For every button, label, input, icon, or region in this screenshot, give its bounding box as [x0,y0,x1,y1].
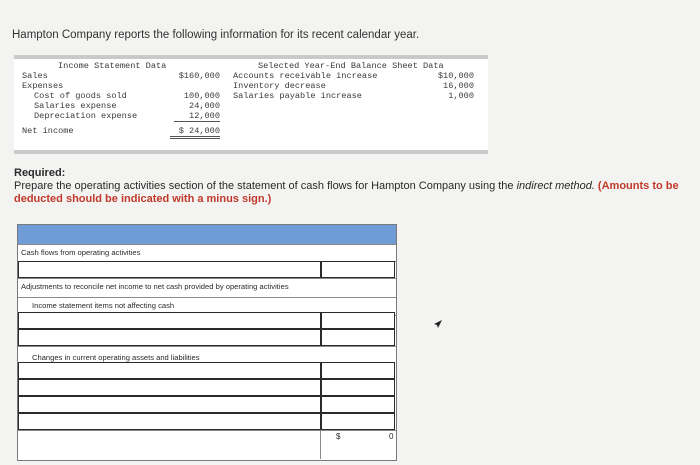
section-row [18,244,396,262]
prompt-bold: (Amounts to be deducted should be indicated with a minus sign.) [14,180,679,205]
adjustments-row [18,278,396,298]
ar-label: Accounts receivable increase [233,71,378,81]
salaries-payable-label: Salaries payable increase [233,91,362,101]
total-value: 0 [389,432,394,441]
cogs-value: 100,000 [183,91,220,101]
adjustment-2-amount-input[interactable] [321,329,395,346]
salaries-expense-value: 24,000 [189,101,220,111]
net-income-label: Net income [22,126,74,136]
total-currency-symbol: $ [336,432,341,441]
change-3-description-input[interactable] [18,396,321,413]
change-4-description-input[interactable] [18,413,321,430]
net-income-value: $ 24,000 [170,126,220,139]
adjustment-1-amount-input[interactable] [321,312,395,329]
change-1-description-input[interactable] [18,362,321,379]
table-header [18,225,396,244]
change-4-amount-input[interactable] [321,413,395,430]
depreciation-value: 12,000 [174,111,220,122]
salaries-expense-label: Salaries expense [34,101,117,111]
sales-label: Sales [22,71,48,81]
working-capital-label: Changes in current operating assets and liabilities [32,353,200,362]
net-income-amount-input[interactable] [321,261,395,278]
adjustment-1-description-input[interactable] [18,312,321,329]
balance-sheet-heading: Selected Year-End Balance Sheet Data [258,61,444,71]
inventory-label: Inventory decrease [233,81,326,91]
required-section [14,167,698,206]
expenses-label: Expenses [22,81,64,91]
net-income-label-field [18,261,321,278]
prompt-italic: indirect method. [516,180,595,192]
adjustments-label: Adjustments to reconcile net income to net cash provided by operating activities [21,282,289,291]
inventory-value: 16,000 [443,81,474,91]
operating-activities-table [17,224,397,461]
income-statement-heading: Income Statement Data [58,61,167,71]
salaries-payable-value: 1,000 [448,91,474,101]
prompt-text: Prepare the operating activities section of the statement of cash flows for Hampton Company using the [14,180,517,192]
change-2-description-input[interactable] [18,379,321,396]
ar-value: $10,000 [437,71,474,81]
required-prompt [14,180,698,206]
sales-value: $160,000 [178,71,220,81]
column-divider [320,430,321,459]
change-3-amount-input[interactable] [321,396,395,413]
required-title: Required: [14,167,66,179]
non-cash-label: Income statement items not affecting cash [32,301,175,310]
depreciation-label: Depreciation expense [34,111,138,121]
change-2-amount-input[interactable] [321,379,395,396]
cogs-label: Cost of goods sold [34,91,127,101]
data-table-image [14,55,488,154]
intro-text: Hampton Company reports the following information for its recent calendar year. [12,29,420,41]
adjustment-2-description-input[interactable] [18,329,321,346]
change-1-amount-input[interactable] [321,362,395,379]
mouse-cursor-icon [433,319,443,329]
section-label: Cash flows from operating activities [21,248,141,257]
